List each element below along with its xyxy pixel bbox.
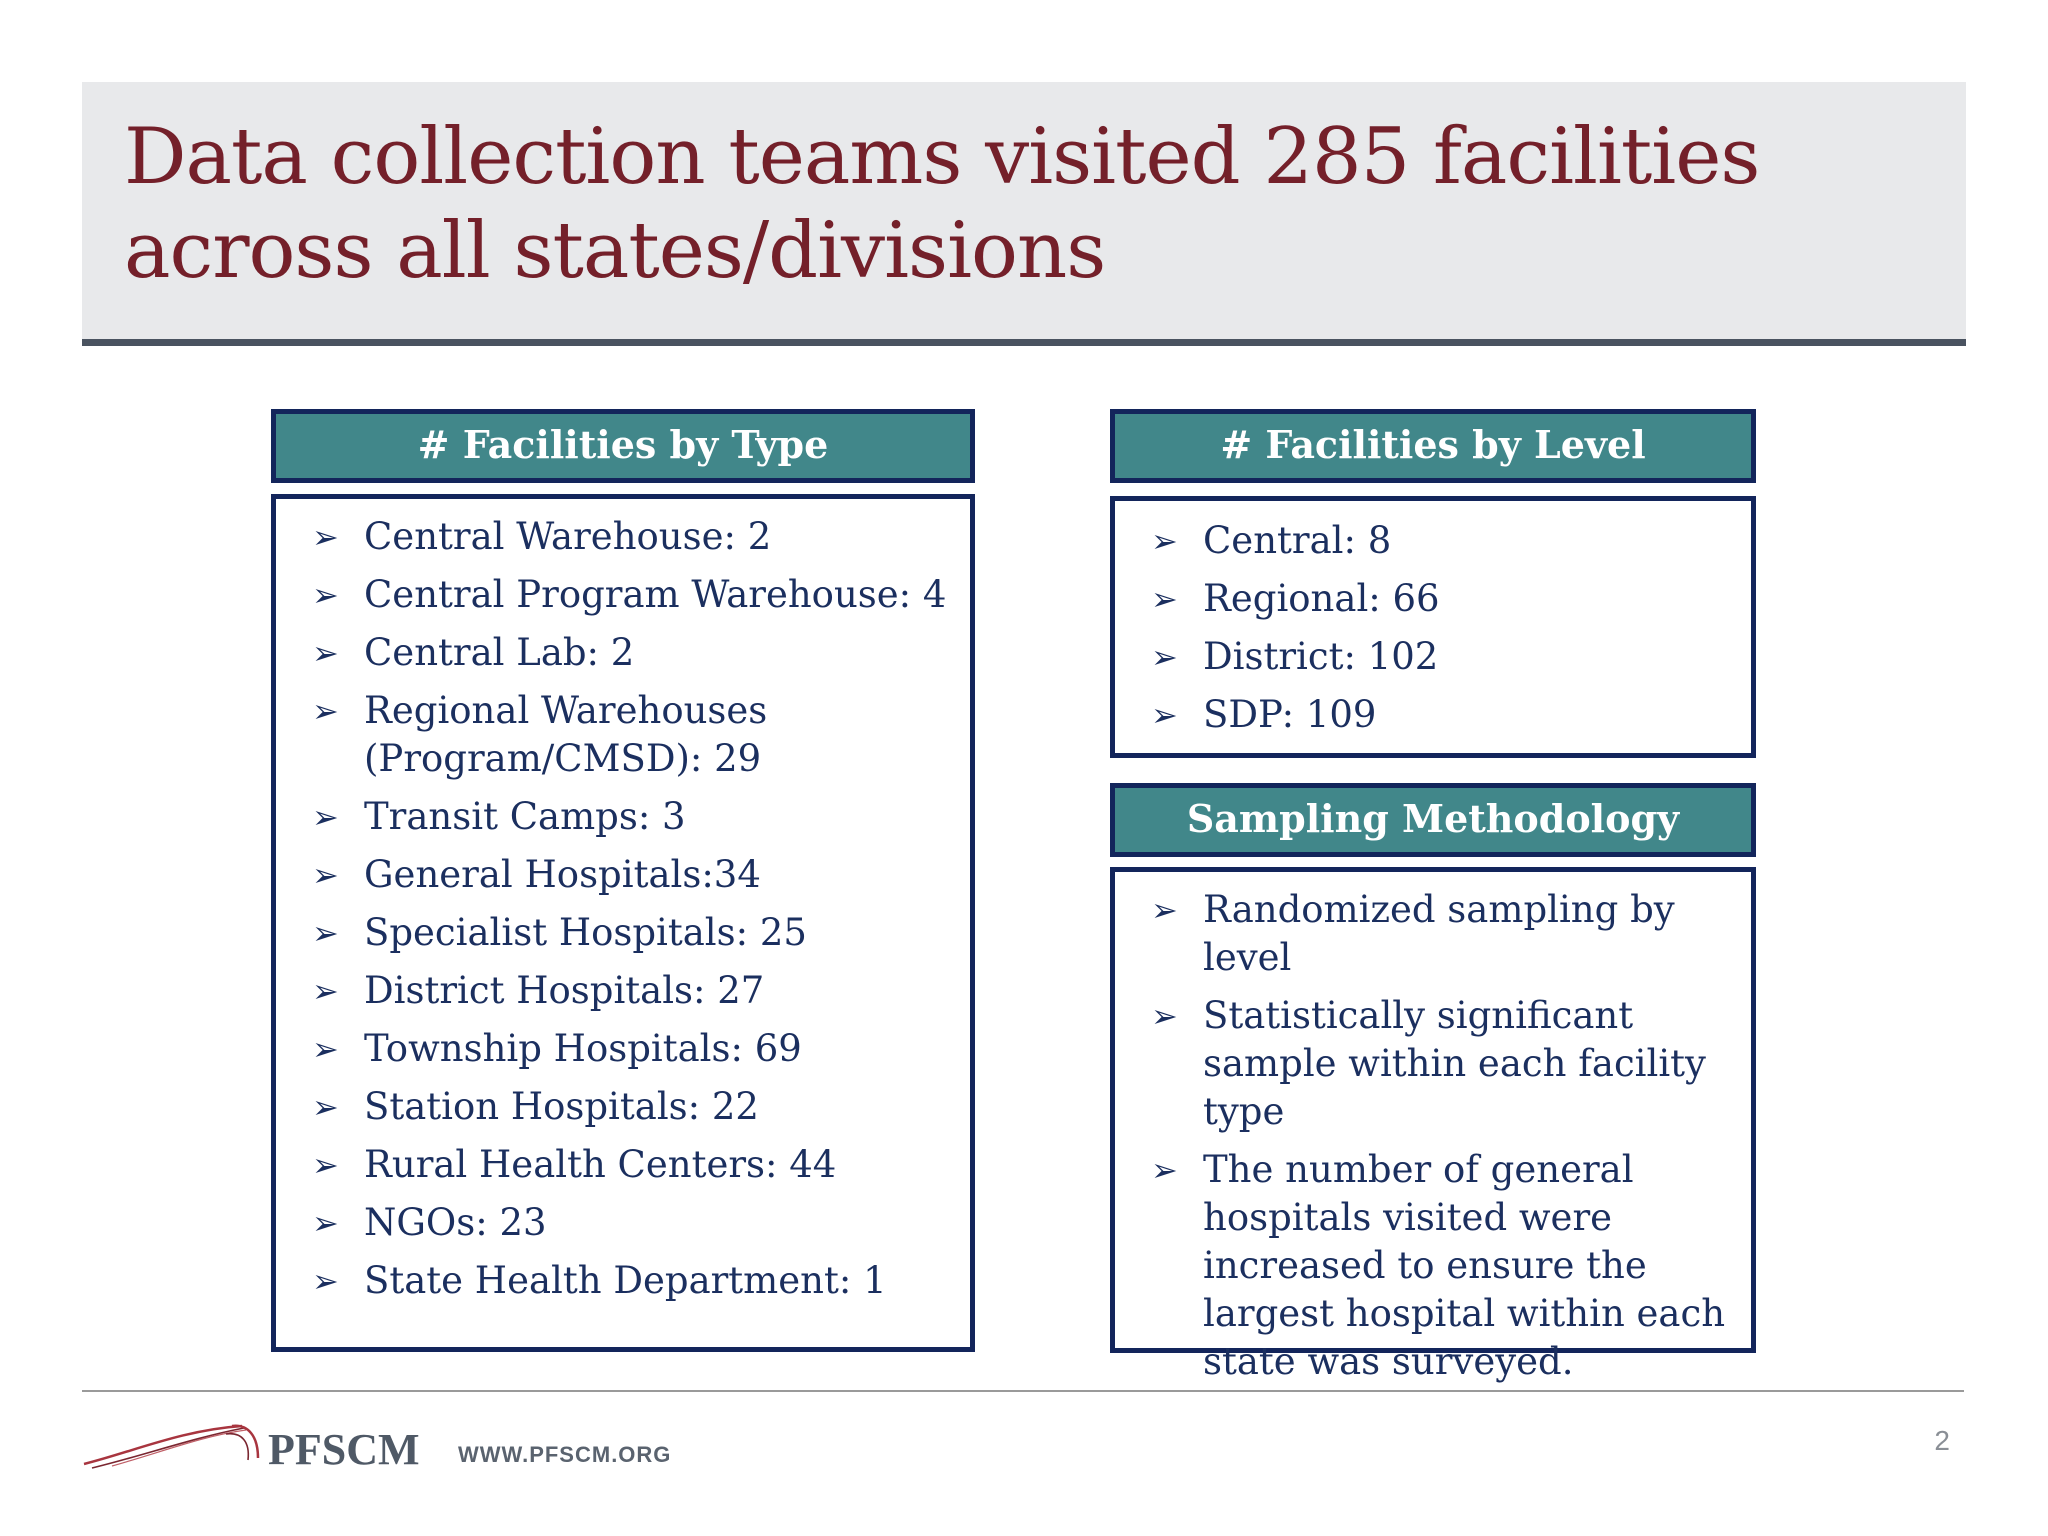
- sampling-methodology-box: [1110, 867, 1756, 1383]
- bullet-text: Regional Warehouses (Program/CMSD): 29: [364, 689, 768, 780]
- arrow-bullet-icon: ➢: [312, 518, 339, 556]
- bullet-text: Township Hospitals: 69: [364, 1027, 802, 1070]
- facilities-by-level-heading: # Facilities by Level: [1220, 422, 1646, 467]
- arrow-bullet-icon: ➢: [312, 692, 339, 730]
- facility-type-item: [296, 1257, 950, 1305]
- facility-type-item: [296, 851, 950, 899]
- arrow-bullet-icon: ➢: [1151, 1151, 1178, 1189]
- arrow-bullet-icon: ➢: [312, 1262, 339, 1300]
- sampling-item: [1135, 992, 1731, 1136]
- sampling-item: [1135, 886, 1731, 982]
- bullet-text: Regional: 66: [1203, 577, 1440, 620]
- bullet-text: Central Warehouse: 2: [364, 515, 772, 558]
- facility-type-item: [296, 793, 950, 841]
- arrow-bullet-icon: ➢: [312, 856, 339, 894]
- bullet-text: Station Hospitals: 22: [364, 1085, 759, 1128]
- arrow-bullet-icon: ➢: [1151, 891, 1178, 929]
- facility-level-item: [1135, 691, 1731, 739]
- facility-level-item: [1135, 633, 1731, 681]
- facilities-by-type-list: [296, 513, 950, 1305]
- bullet-text: District Hospitals: 27: [364, 969, 765, 1012]
- facility-type-item: [296, 571, 950, 619]
- facilities-by-type-box: [271, 494, 975, 1352]
- footer-divider: [82, 1390, 1964, 1392]
- bullet-text: Transit Camps: 3: [364, 795, 686, 838]
- arrow-bullet-icon: ➢: [312, 634, 339, 672]
- facility-type-item: [296, 1083, 950, 1131]
- arrow-bullet-icon: ➢: [312, 972, 339, 1010]
- facilities-by-level-list: [1135, 517, 1731, 739]
- arrow-bullet-icon: ➢: [1151, 522, 1178, 560]
- sampling-item: [1135, 1146, 1731, 1386]
- arrow-bullet-icon: ➢: [312, 576, 339, 614]
- bullet-text: General Hospitals:34: [364, 853, 761, 896]
- facility-level-item: [1135, 517, 1731, 565]
- brand-name: PFSCM: [268, 1425, 420, 1474]
- sampling-methodology-header: [1110, 783, 1756, 857]
- title-divider: [82, 339, 1966, 346]
- bullet-text: State Health Department: 1: [364, 1259, 887, 1302]
- bullet-text: District: 102: [1203, 635, 1439, 678]
- bullet-text: SDP: 109: [1203, 693, 1377, 736]
- pfscm-logo-icon: [82, 1412, 262, 1482]
- facilities-by-type-heading: # Facilities by Type: [417, 422, 829, 467]
- facility-level-item: [1135, 575, 1731, 623]
- bullet-text: Central Program Warehouse: 4: [364, 573, 947, 616]
- bullet-text: Rural Health Centers: 44: [364, 1143, 837, 1186]
- slide-title: Data collection teams visited 285 facilities across all states/divisions: [124, 112, 1760, 296]
- arrow-bullet-icon: ➢: [312, 1030, 339, 1068]
- facility-type-item: [296, 1025, 950, 1073]
- facility-type-item: [296, 629, 950, 677]
- bullet-text: Central: 8: [1203, 519, 1392, 562]
- bullet-text: Central Lab: 2: [364, 631, 635, 674]
- bullet-text: Randomized sampling by level: [1203, 888, 1675, 979]
- arrow-bullet-icon: ➢: [312, 914, 339, 952]
- facility-type-item: [296, 1199, 950, 1247]
- arrow-bullet-icon: ➢: [1151, 580, 1178, 618]
- arrow-bullet-icon: ➢: [312, 1204, 339, 1242]
- arrow-bullet-icon: ➢: [1151, 638, 1178, 676]
- website-link[interactable]: WWW.PFSCM.ORG: [458, 1442, 672, 1467]
- bullet-text: Statistically significant sample within each facility type: [1203, 994, 1706, 1133]
- arrow-bullet-icon: ➢: [312, 1146, 339, 1184]
- facility-type-item: [296, 1141, 950, 1189]
- arrow-bullet-icon: ➢: [1151, 696, 1178, 734]
- page-number: 2: [1934, 1425, 1950, 1456]
- facilities-by-type-header: [271, 409, 975, 483]
- facility-type-item: [296, 513, 950, 561]
- bullet-text: Specialist Hospitals: 25: [364, 911, 807, 954]
- arrow-bullet-icon: ➢: [312, 798, 339, 836]
- facilities-by-level-box: [1110, 496, 1756, 758]
- facilities-by-level-header: [1110, 409, 1756, 483]
- facility-type-item: [296, 909, 950, 957]
- facility-type-item: [296, 687, 950, 783]
- bullet-text: The number of general hospitals visited were increased to ensure the largest hospital within each state was surveyed.: [1203, 1148, 1726, 1383]
- arrow-bullet-icon: ➢: [1151, 997, 1178, 1035]
- sampling-methodology-list: [1135, 886, 1731, 1386]
- bullet-text: NGOs: 23: [364, 1201, 547, 1244]
- sampling-methodology-heading: Sampling Methodology: [1186, 796, 1680, 841]
- facility-type-item: [296, 967, 950, 1015]
- arrow-bullet-icon: ➢: [312, 1088, 339, 1126]
